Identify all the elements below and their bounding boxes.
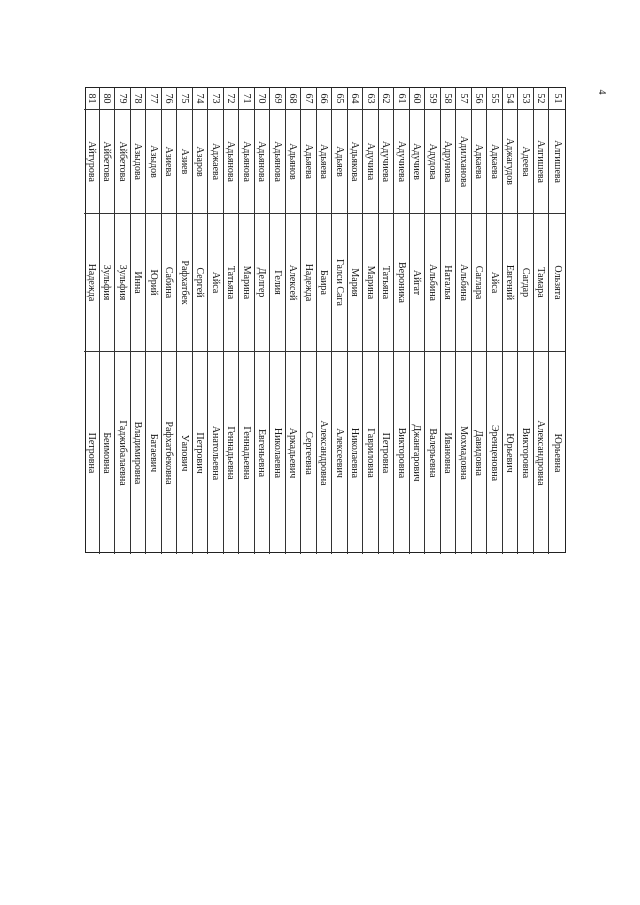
row-number: 60 bbox=[410, 88, 425, 110]
first-name-cell: Айса bbox=[208, 214, 223, 352]
patronymic-cell: Геннадьевна bbox=[225, 426, 237, 480]
patronymic-cell: Николаевна bbox=[271, 427, 283, 479]
table-row bbox=[363, 88, 379, 554]
last-name-cell: Адкаева bbox=[487, 110, 502, 214]
patronymic-cell: Алексеевич bbox=[333, 428, 345, 478]
table-row bbox=[394, 88, 410, 554]
patronymic-cell: Давидовна bbox=[473, 430, 485, 476]
last-name-cell: Адьянова bbox=[239, 110, 254, 214]
first-name-cell: Тамара bbox=[534, 214, 549, 352]
patronymic-cell: Евгеньевна bbox=[256, 428, 268, 478]
row-number: 72 bbox=[224, 88, 239, 110]
last-name-cell: Алгишева bbox=[534, 110, 549, 214]
patronymic-cell: Аркадьевич bbox=[287, 427, 299, 479]
row-number: 62 bbox=[379, 88, 394, 110]
table-row bbox=[162, 88, 178, 554]
first-name-cell: Сергей bbox=[193, 214, 208, 352]
patronymic-cell: Рафхатбековна bbox=[163, 421, 175, 485]
table-row bbox=[177, 88, 193, 554]
row-number: 81 bbox=[84, 88, 99, 110]
table-row bbox=[239, 88, 255, 554]
table-row bbox=[487, 88, 503, 554]
last-name-cell: Адилханова bbox=[456, 110, 471, 214]
row-number: 74 bbox=[193, 88, 208, 110]
first-name-cell: Зульфия bbox=[115, 214, 130, 352]
row-number: 63 bbox=[363, 88, 378, 110]
table-row bbox=[549, 88, 565, 554]
first-name-cell: Надежда bbox=[301, 214, 316, 352]
patronymic-cell: Гавриловна bbox=[364, 428, 376, 478]
table-row bbox=[131, 88, 147, 554]
table-row bbox=[379, 88, 395, 554]
table-row bbox=[410, 88, 426, 554]
first-name-cell: Баира bbox=[317, 214, 332, 352]
first-name-cell: Гелия bbox=[270, 214, 285, 352]
last-name-cell: Адьякова bbox=[348, 110, 363, 214]
table-row bbox=[503, 88, 519, 554]
first-name-cell: Ользята bbox=[549, 214, 565, 352]
first-name-cell: Марина bbox=[239, 214, 254, 352]
patronymic-cell: Валерьевна bbox=[426, 428, 438, 478]
patronymic-cell: Петровна bbox=[85, 432, 97, 474]
table-row bbox=[441, 88, 457, 554]
last-name-cell: Азиева bbox=[162, 110, 177, 214]
row-number: 70 bbox=[255, 88, 270, 110]
row-number: 71 bbox=[239, 88, 254, 110]
table-row bbox=[456, 88, 472, 554]
table-row bbox=[115, 88, 131, 554]
last-name-cell: Айтурова bbox=[84, 110, 99, 214]
table-row bbox=[100, 88, 116, 554]
patronymic-cell: Александровна bbox=[535, 420, 547, 486]
first-name-cell: Марина bbox=[363, 214, 378, 352]
first-name-cell: Саглара bbox=[472, 214, 487, 352]
last-name-cell: Алгишева bbox=[549, 110, 565, 214]
table-row bbox=[518, 88, 534, 554]
first-name-cell: Евгений bbox=[503, 214, 518, 352]
first-name-cell: Алексей bbox=[286, 214, 301, 352]
row-number: 51 bbox=[549, 88, 565, 110]
row-number: 58 bbox=[441, 88, 456, 110]
last-name-cell: Аджагудов bbox=[503, 110, 518, 214]
last-name-cell: Адудова bbox=[425, 110, 440, 214]
first-name-cell: Делгер bbox=[255, 214, 270, 352]
page-number: 4 bbox=[596, 89, 607, 95]
row-number: 68 bbox=[286, 88, 301, 110]
table-row bbox=[193, 88, 209, 554]
patronymic-cell: Батаевич bbox=[147, 433, 159, 473]
patronymic-cell: Юрьевна bbox=[552, 433, 563, 473]
patronymic-cell: Мохмадовна bbox=[457, 426, 469, 480]
last-name-cell: Адеева bbox=[518, 110, 533, 214]
last-name-cell: Адьяева bbox=[301, 110, 316, 214]
last-name-cell: Адьянов bbox=[286, 110, 301, 214]
first-name-cell: Айгат bbox=[410, 214, 425, 352]
row-number: 65 bbox=[332, 88, 347, 110]
patronymic-cell: Анатольевна bbox=[209, 425, 221, 481]
table-row bbox=[84, 88, 100, 554]
row-number: 54 bbox=[503, 88, 518, 110]
row-number: 73 bbox=[208, 88, 223, 110]
patronymic-cell: Геннадьевна bbox=[240, 426, 252, 480]
table-row bbox=[286, 88, 302, 554]
last-name-cell: Адьяев bbox=[332, 110, 347, 214]
table-row bbox=[348, 88, 364, 554]
table-row bbox=[317, 88, 333, 554]
row-number: 69 bbox=[270, 88, 285, 110]
last-name-cell: Адьяева bbox=[317, 110, 332, 214]
last-name-cell: Адучиев bbox=[410, 110, 425, 214]
table-row bbox=[270, 88, 286, 554]
last-name-cell: Азыдов bbox=[146, 110, 161, 214]
row-number: 77 bbox=[146, 88, 161, 110]
first-name-cell: Надежда bbox=[84, 214, 99, 352]
table-row bbox=[301, 88, 317, 554]
first-name-cell: Татьяна bbox=[224, 214, 239, 352]
patronymic-cell: Джангарович bbox=[411, 424, 423, 482]
last-name-cell: Адкаева bbox=[472, 110, 487, 214]
last-name-cell: Азыдова bbox=[131, 110, 146, 214]
patronymic-cell: Владимировна bbox=[132, 421, 144, 485]
first-name-cell: Юрий bbox=[146, 214, 161, 352]
patronymic-cell: Сергеевна bbox=[302, 431, 314, 475]
last-name-cell: Адьянова bbox=[224, 110, 239, 214]
patronymic-cell: Юрьевич bbox=[504, 433, 516, 473]
last-name-cell: Аджаева bbox=[208, 110, 223, 214]
last-name-cell: Адьянова bbox=[270, 110, 285, 214]
last-name-cell: Адучиева bbox=[394, 110, 409, 214]
first-name-cell: Вероника bbox=[394, 214, 409, 352]
patronymic-cell: Петрович bbox=[194, 432, 206, 474]
patronymic-cell: Николаевна bbox=[349, 427, 361, 479]
first-name-cell: Наталья bbox=[441, 214, 456, 352]
row-number: 53 bbox=[518, 88, 533, 110]
row-number: 80 bbox=[100, 88, 115, 110]
last-name-cell: Адьянова bbox=[255, 110, 270, 214]
table-row bbox=[224, 88, 240, 554]
registry-table bbox=[85, 87, 566, 553]
patronymic-cell: Александровна bbox=[318, 420, 330, 486]
table-row bbox=[255, 88, 271, 554]
first-name-cell: Мария bbox=[348, 214, 363, 352]
row-number: 79 bbox=[115, 88, 130, 110]
first-name-cell: Айса bbox=[487, 214, 502, 352]
patronymic-cell: Петровна bbox=[380, 432, 392, 474]
table-row bbox=[146, 88, 162, 554]
row-number: 56 bbox=[472, 88, 487, 110]
row-number: 76 bbox=[162, 88, 177, 110]
patronymic-cell: Уапович bbox=[178, 434, 190, 472]
row-number: 78 bbox=[131, 88, 146, 110]
patronymic-cell: Ивановна bbox=[442, 432, 454, 474]
row-number: 75 bbox=[177, 88, 192, 110]
patronymic-cell: Викторовна bbox=[519, 427, 531, 479]
patronymic-cell: Эренценовна bbox=[488, 424, 500, 482]
table-row bbox=[332, 88, 348, 554]
last-name-cell: Азиев bbox=[177, 110, 192, 214]
row-number: 66 bbox=[317, 88, 332, 110]
patronymic-cell: Беимовна bbox=[101, 432, 113, 474]
first-name-cell: Зульфия bbox=[100, 214, 115, 352]
patronymic-cell: Гаджибалаевна bbox=[116, 420, 128, 486]
last-name-cell: Айбетова bbox=[100, 110, 115, 214]
table-row bbox=[534, 88, 550, 554]
row-number: 61 bbox=[394, 88, 409, 110]
last-name-cell: Адрунова bbox=[441, 110, 456, 214]
row-number: 52 bbox=[534, 88, 549, 110]
table-row bbox=[208, 88, 224, 554]
row-number: 55 bbox=[487, 88, 502, 110]
last-name-cell: Азаров bbox=[193, 110, 208, 214]
last-name-cell: Адучиева bbox=[379, 110, 394, 214]
first-name-cell: Сагдар bbox=[518, 214, 533, 352]
first-name-cell: Татьяна bbox=[379, 214, 394, 352]
row-number: 67 bbox=[301, 88, 316, 110]
last-name-cell: Адучина bbox=[363, 110, 378, 214]
last-name-cell: Айбетова bbox=[115, 110, 130, 214]
row-number: 57 bbox=[456, 88, 471, 110]
first-name-cell: Галси Сага bbox=[332, 214, 347, 352]
first-name-cell: Сабина bbox=[162, 214, 177, 352]
row-number: 59 bbox=[425, 88, 440, 110]
table-row bbox=[472, 88, 488, 554]
first-name-cell: Инна bbox=[131, 214, 146, 352]
first-name-cell: Альбина bbox=[425, 214, 440, 352]
table-row bbox=[425, 88, 441, 554]
patronymic-cell: Викторовна bbox=[395, 427, 407, 479]
first-name-cell: Рафхатбек bbox=[177, 214, 192, 352]
first-name-cell: Альбина bbox=[456, 214, 471, 352]
row-number: 64 bbox=[348, 88, 363, 110]
